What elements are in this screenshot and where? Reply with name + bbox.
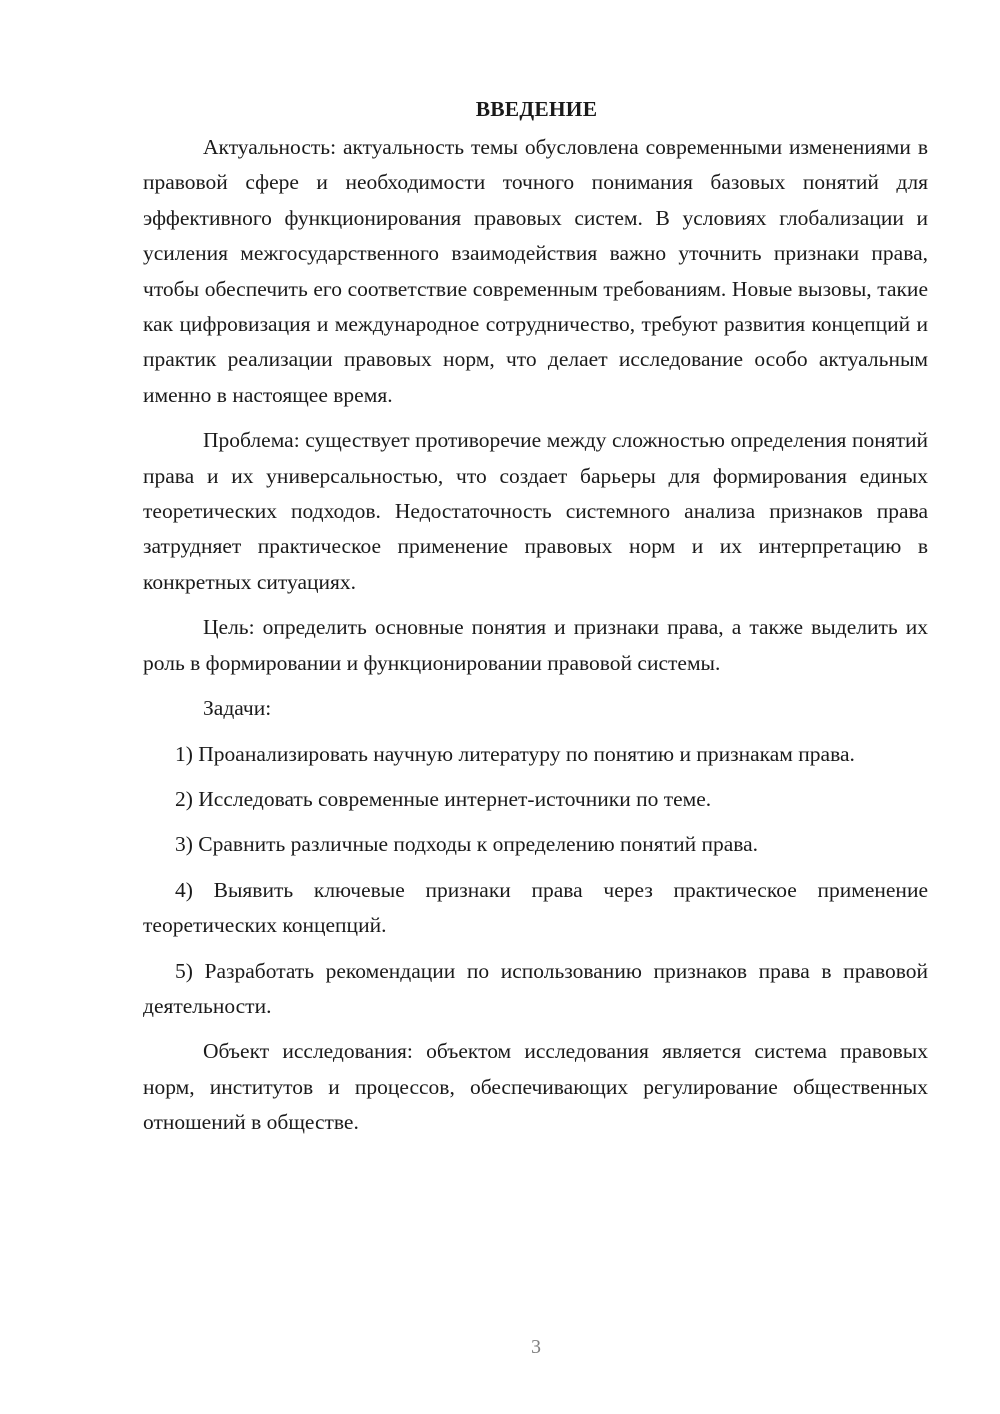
task-item: 4) Выявить ключевые признаки права через практическое применение теоретических концепций. (143, 877, 928, 938)
task-item: 1) Проанализировать научную литературу по понятию и признакам права. (175, 741, 855, 766)
page-number: 3 (531, 1336, 541, 1358)
relevance-paragraph: Актуальность: актуальность темы обусловлена современными изменениями в правовой сфере и необходимости точного понимания базовых понятий для эффективного функционирования правовых систем. В условиях глобализации и усиления межгосударственного взаимодействия важно уточнить признаки права, чтобы обеспечить его соответствие современным требованиям. Новые вызовы, такие как цифровизация и международное сотрудничество, требуют развития концепций и практик реализации правовых норм, что делает исследование особо актуальным именно в настоящее время. (143, 135, 928, 407)
task-item: 5) Разработать рекомендации по использованию признаков права в правовой деятельности. (143, 958, 928, 1018)
object-paragraph: Объект исследования: объектом исследования является система правовых норм, институтов и процессов, обеспечивающих регулирование общественных отношений в обществе. (143, 1039, 928, 1135)
task-item: 3) Сравнить различные подходы к определению понятий права. (175, 832, 759, 857)
problem-paragraph: Проблема: существует противоречие между сложностью определения понятий права и их универсальностью, что создает барьеры для формирования единых теоретических подходов. Недостаточность системного анализа признаков права затрудняет практическое применение правовых норм и их интерпретацию в конкретных ситуациях. (143, 428, 928, 594)
section-title: ВВЕДЕНИЕ (475, 97, 598, 121)
page-content (143, 92, 928, 1151)
tasks-heading: Задачи: (203, 696, 272, 721)
goal-paragraph: Цель: определить основные понятия и признаки права, а также выделить их роль в формировании и функционировании правовой системы. (143, 615, 928, 675)
task-item: 2) Исследовать современные интернет-источники по теме. (175, 786, 712, 811)
